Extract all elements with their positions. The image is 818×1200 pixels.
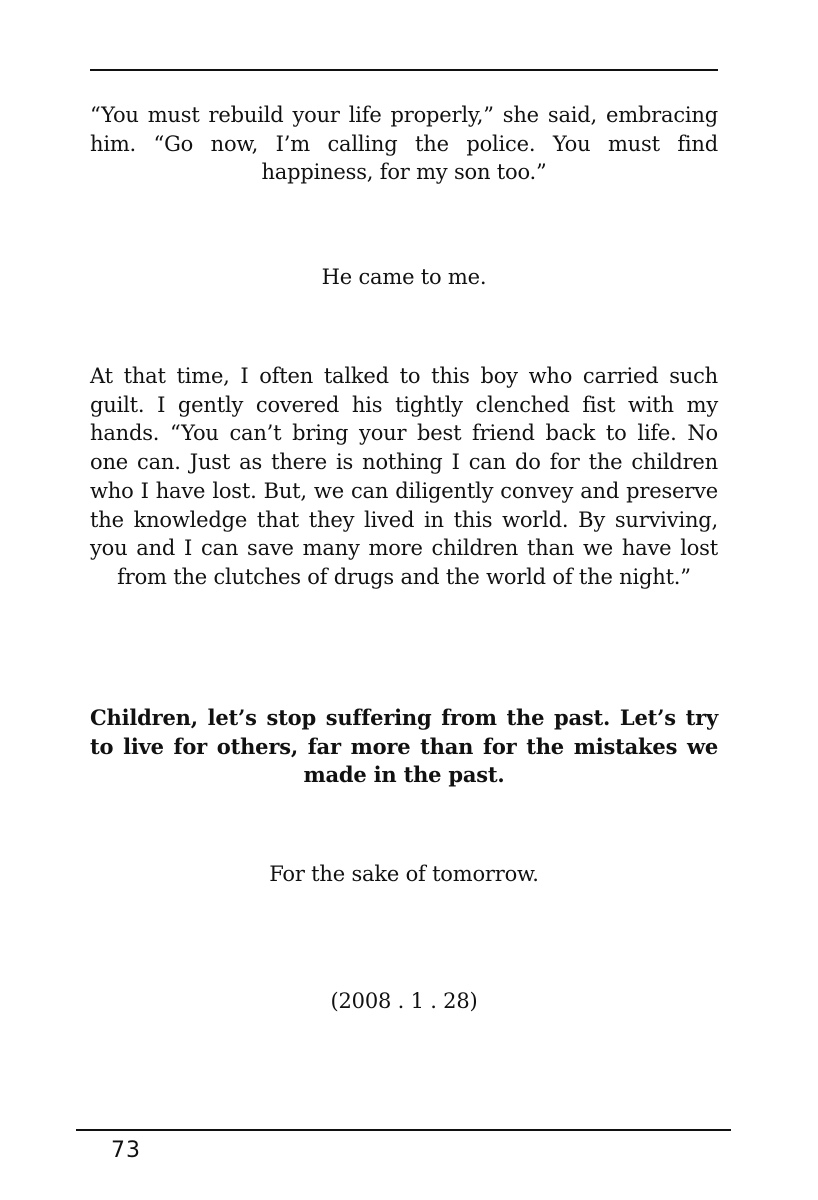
- paragraph-boy-guilt: At that time, I often talked to this boy who carried such guilt. I gently covered his tightly clenched fist with my hands. “You can’t bring your best friend back to life. No one can. Just as there is nothing I can do for the children who I have lost. But, we can diligently convey and preserve the knowledge that they lived in this world. By surviving, you and I can save many more children than we have lost from the clutches of drugs and the world of the night.”: [90, 364, 718, 589]
- page-number: 73: [111, 1138, 141, 1163]
- paragraph-children-message: Children, let’s stop suffering from the past. Let’s try to live for others, far more than for the mistakes we made in the past.: [90, 705, 718, 788]
- paragraph-quote-rebuild-life: “You must rebuild your life properly,” she said, embracing him. “Go now, I’m calling the police. You must find happiness, for my son too.”: [90, 103, 718, 185]
- top-divider: [90, 69, 718, 71]
- date-line: (2008 . 1 . 28): [330, 989, 478, 1013]
- bottom-divider: [76, 1129, 731, 1131]
- paragraph-he-came-to-me: He came to me.: [321, 265, 487, 289]
- paragraph-sake-of-tomorrow: For the sake of tomorrow.: [269, 862, 539, 886]
